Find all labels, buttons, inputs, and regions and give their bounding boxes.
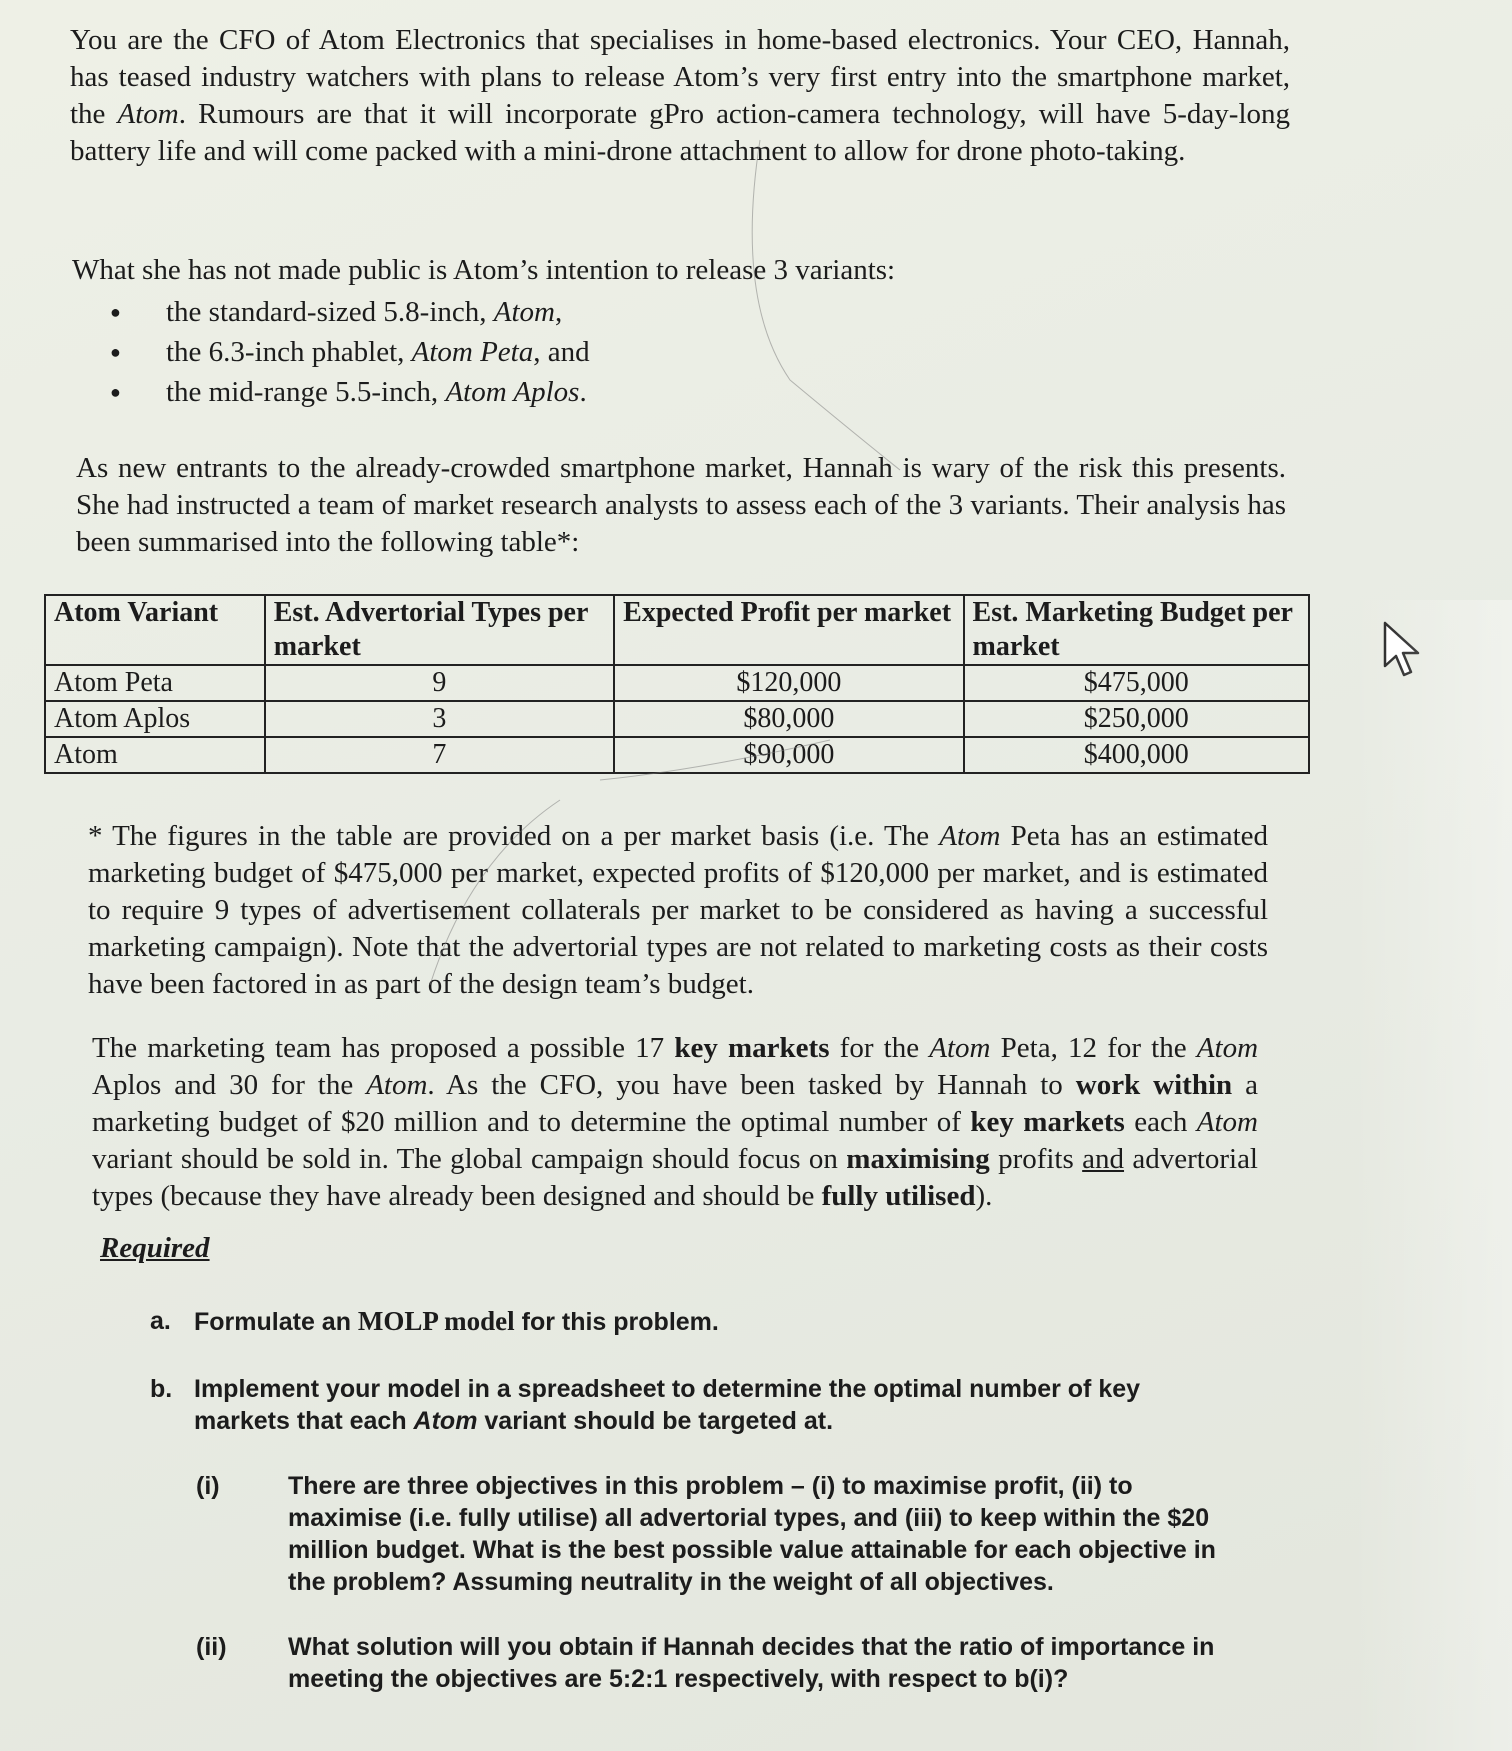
question-b-post: variant should be targeted at. bbox=[477, 1407, 834, 1435]
cell-advertorial: 7 bbox=[265, 737, 614, 773]
cell-variant: Atom Aplos bbox=[45, 701, 265, 737]
variant-bullet-text: the standard-sized 5.8-inch, bbox=[166, 296, 494, 328]
markets-text: a marketing budget of $20 million and to determine the optimal number of bbox=[92, 1069, 1258, 1138]
question-b-ii-label: (ii) bbox=[196, 1633, 227, 1661]
markets-text: ). bbox=[975, 1180, 993, 1212]
cell-budget: $475,000 bbox=[964, 665, 1309, 701]
mouse-pointer-icon bbox=[1380, 620, 1430, 680]
header-variant: Atom Variant bbox=[45, 595, 265, 665]
question-b-ii bbox=[196, 1631, 1246, 1695]
markets-text: profits bbox=[989, 1143, 1083, 1175]
markets-bold: key markets bbox=[970, 1106, 1125, 1138]
markets-paragraph bbox=[92, 1030, 1258, 1215]
markets-text: . As the CFO, you have been tasked by Hannah to bbox=[427, 1069, 1076, 1101]
table-header-row bbox=[45, 595, 1309, 665]
markets-atom: Atom bbox=[929, 1032, 991, 1064]
markets-atom: Atom bbox=[1196, 1106, 1258, 1138]
header-expected-profit: Expected Profit per market bbox=[614, 595, 963, 665]
question-b-i-text: There are three objectives in this problem – (i) to maximise profit, (ii) to maximise (i.e. fully utilise) all advertorial types, and (iii) to keep within the $20 million budget. What is the best possible value attainable for each objective in the problem? Assuming neutrality in the weight of all objectives. bbox=[288, 1472, 1216, 1596]
variant-table bbox=[44, 594, 1310, 774]
markets-text: for the bbox=[829, 1032, 930, 1064]
variant-bullet-end: . bbox=[579, 376, 587, 408]
markets-text: Peta, 12 for the bbox=[990, 1032, 1197, 1064]
markets-bold: fully utilised bbox=[821, 1180, 976, 1212]
screen-glare bbox=[1352, 600, 1512, 1751]
markets-bold: work within bbox=[1075, 1069, 1233, 1101]
cell-profit: $120,000 bbox=[614, 665, 963, 701]
question-b-label: b. bbox=[150, 1375, 173, 1403]
cell-profit: $80,000 bbox=[614, 701, 963, 737]
variant-bullet-name: Atom Aplos bbox=[445, 376, 580, 408]
question-a-post: for this problem. bbox=[514, 1308, 719, 1336]
cell-advertorial: 9 bbox=[265, 665, 614, 701]
question-a-pre: Formulate an bbox=[194, 1308, 358, 1336]
footnote-text-a: * The figures in the table are provided on a per market basis (i.e. The bbox=[88, 820, 940, 852]
question-b-pre: Implement your model in a spreadsheet to determine the optimal number of key markets that each bbox=[194, 1375, 1141, 1435]
question-b bbox=[150, 1373, 1250, 1437]
cell-variant: Atom Peta bbox=[45, 665, 265, 701]
table-row bbox=[45, 737, 1309, 773]
markets-text: Aplos and 30 for the bbox=[92, 1069, 367, 1101]
markets-text: advertorial types (because they have already been designed and should be bbox=[92, 1143, 1258, 1212]
variant-bullet bbox=[110, 372, 590, 412]
variant-bullet bbox=[110, 292, 590, 332]
cell-advertorial: 3 bbox=[265, 701, 614, 737]
cell-budget: $400,000 bbox=[964, 737, 1309, 773]
question-b-atom: Atom bbox=[413, 1407, 478, 1435]
variant-bullet-name: Atom Peta bbox=[411, 336, 534, 368]
markets-bold: key markets bbox=[674, 1032, 830, 1064]
table-footnote bbox=[88, 818, 1268, 1003]
markets-text: variant should be sold in. The global campaign should focus on bbox=[92, 1143, 847, 1175]
question-a-molp: MOLP model bbox=[357, 1306, 515, 1336]
analysis-paragraph: As new entrants to the already-crowded smartphone market, Hannah is wary of the risk this presents. She had instructed a team of market research analysts to assess each of the 3 variants. Their analysis has been summarised into the following table*: bbox=[76, 452, 1286, 558]
question-b-i-label: (i) bbox=[196, 1472, 220, 1500]
question-a-label: a. bbox=[150, 1307, 171, 1335]
cell-variant: Atom bbox=[45, 737, 265, 773]
table-row bbox=[45, 665, 1309, 701]
variant-bullet-text: the 6.3-inch phablet, bbox=[166, 336, 412, 368]
variants-list bbox=[110, 292, 590, 412]
question-b-i bbox=[196, 1470, 1246, 1598]
question-a-text bbox=[194, 1305, 1214, 1338]
question-b-ii-text: What solution will you obtain if Hannah decides that the ratio of importance in meeting the objectives are 5:2:1 respectively, with respect to b(i)? bbox=[288, 1633, 1215, 1693]
cell-budget: $250,000 bbox=[964, 701, 1309, 737]
footnote-atom: Atom bbox=[939, 820, 1001, 852]
intro-atom-name: Atom bbox=[117, 98, 179, 130]
header-advertorial-types: Est. Advertorial Types per market bbox=[265, 595, 614, 665]
table-row bbox=[45, 701, 1309, 737]
cell-profit: $90,000 bbox=[614, 737, 963, 773]
intro-paragraph bbox=[70, 22, 1290, 170]
variant-bullet-name: Atom bbox=[493, 296, 555, 328]
markets-text: each bbox=[1124, 1106, 1197, 1138]
header-marketing-budget: Est. Marketing Budget per market bbox=[964, 595, 1309, 665]
intro-text-a: You are the CFO of Atom Electronics that specialises in home-based electronics. Your CEO, Hannah, has teased industry watchers with plans to release Atom’s very first entry into the smartphone market, the bbox=[70, 24, 1290, 130]
variant-bullet bbox=[110, 332, 590, 372]
required-heading: Required bbox=[100, 1232, 210, 1264]
question-b-text bbox=[194, 1373, 1214, 1437]
variants-intro: What she has not made public is Atom’s intention to release 3 variants: bbox=[72, 254, 896, 286]
markets-atom: Atom bbox=[1196, 1032, 1259, 1064]
variant-bullet-end: , and bbox=[533, 336, 590, 368]
variant-bullet-end: , bbox=[554, 296, 563, 328]
footnote-text-c: Peta has an estimated marketing budget of $475,000 per market, expected profits of $120,000 per market, and is estimated to require 9 types of advertisement collaterals per market to be considered as having a successful marketing campaign). Note that the advertorial types are not related to marketing costs as their costs have been factored in as part of the design team’s budget. bbox=[88, 820, 1269, 1000]
markets-bold: maximising bbox=[846, 1143, 990, 1175]
markets-underline: and bbox=[1082, 1143, 1125, 1175]
markets-text: The marketing team has proposed a possible 17 bbox=[92, 1032, 675, 1064]
question-a bbox=[150, 1305, 1250, 1338]
markets-atom: Atom bbox=[366, 1069, 428, 1101]
variant-bullet-text: the mid-range 5.5-inch, bbox=[166, 376, 446, 408]
intro-text-c: . Rumours are that it will incorporate gPro action-camera technology, will have 5-day-long battery life and will come packed with a mini-drone attachment to allow for drone photo-taking. bbox=[70, 98, 1290, 167]
